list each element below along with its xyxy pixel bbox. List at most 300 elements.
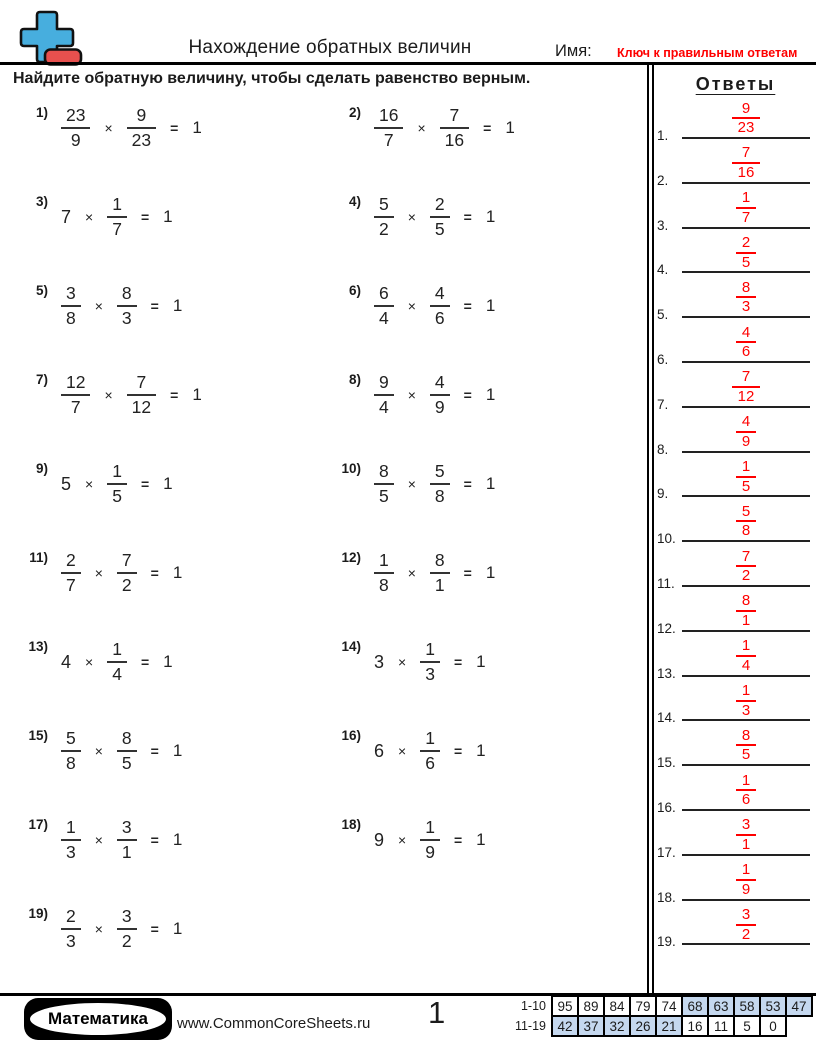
problem bbox=[315, 278, 495, 334]
answer-numerator: 1 bbox=[741, 189, 751, 207]
problem-number: 13) bbox=[28, 639, 48, 654]
problem bbox=[2, 723, 182, 779]
fraction-denominator: 5 bbox=[379, 486, 389, 506]
grading-range-label: 1-10 bbox=[520, 999, 546, 1013]
equation bbox=[374, 551, 495, 595]
answer-fraction bbox=[736, 638, 756, 674]
answer-blank-line bbox=[682, 137, 810, 139]
result-value: 1 bbox=[485, 563, 496, 582]
multiply-sign: × bbox=[94, 743, 103, 759]
equals-sign: = bbox=[150, 921, 159, 937]
fraction-numerator: 1 bbox=[425, 817, 435, 838]
whole-number: 3 bbox=[374, 651, 385, 672]
answer-row bbox=[650, 767, 816, 815]
answer-numerator: 9 bbox=[741, 99, 751, 117]
fraction-bar bbox=[420, 661, 440, 663]
answer-numerator: 7 bbox=[741, 547, 751, 565]
problem bbox=[2, 100, 202, 156]
score-cell: 84 bbox=[604, 996, 630, 1016]
result-value: 1 bbox=[485, 207, 496, 226]
result-value: 1 bbox=[163, 474, 173, 493]
answer-numerator: 4 bbox=[741, 413, 751, 431]
fraction bbox=[117, 551, 137, 595]
fraction-numerator: 1 bbox=[66, 817, 76, 838]
answer-value bbox=[682, 414, 810, 450]
problem bbox=[315, 189, 495, 245]
problem-number: 16) bbox=[341, 728, 361, 743]
fraction-bar bbox=[127, 394, 156, 396]
answer-numerator: 1 bbox=[741, 771, 751, 789]
instruction-text: Найдите обратную величину, чтобы сделать равенство верным. bbox=[13, 70, 531, 87]
fraction bbox=[374, 106, 403, 150]
fraction-numerator: 2 bbox=[434, 194, 445, 215]
result-value: 1 bbox=[172, 296, 183, 315]
equation bbox=[61, 373, 202, 417]
multiply-sign: × bbox=[407, 298, 416, 314]
fraction-bar bbox=[430, 305, 450, 307]
whole-number: 7 bbox=[61, 206, 72, 227]
fraction-numerator: 3 bbox=[121, 817, 132, 838]
equals-sign: = bbox=[150, 298, 159, 314]
answer-number: 3. bbox=[657, 217, 669, 233]
fraction-denominator: 4 bbox=[379, 397, 389, 417]
answer-number: 1. bbox=[657, 128, 669, 143]
answer-value bbox=[682, 817, 810, 853]
answer-numerator: 1 bbox=[741, 861, 751, 879]
answer-key-label: Ключ к правильным ответам bbox=[617, 46, 798, 60]
answer-blank-line bbox=[682, 854, 810, 856]
result-value: 1 bbox=[485, 385, 496, 404]
fraction bbox=[430, 195, 450, 239]
multiply-sign: × bbox=[398, 654, 407, 670]
fraction bbox=[107, 640, 127, 684]
fraction bbox=[430, 551, 450, 595]
equals-sign: = bbox=[140, 654, 150, 670]
answer-number: 7. bbox=[657, 396, 669, 412]
equals-sign: = bbox=[463, 298, 472, 314]
fraction bbox=[430, 373, 450, 417]
problem bbox=[315, 634, 486, 690]
answer-row bbox=[650, 319, 816, 367]
answer-numerator: 4 bbox=[741, 323, 751, 341]
fraction-denominator: 6 bbox=[425, 753, 435, 773]
fraction bbox=[420, 818, 440, 862]
answer-numerator: 3 bbox=[741, 816, 751, 834]
multiply-sign: × bbox=[94, 832, 103, 848]
answer-denominator: 12 bbox=[737, 388, 755, 406]
answer-fraction bbox=[736, 235, 756, 271]
answer-row bbox=[650, 140, 816, 188]
fraction-denominator: 1 bbox=[121, 842, 132, 862]
answer-blank-line bbox=[682, 451, 810, 453]
answer-denominator: 4 bbox=[741, 656, 751, 674]
fraction-bar bbox=[117, 928, 137, 930]
fraction bbox=[374, 284, 394, 328]
fraction-bar bbox=[374, 394, 394, 396]
result-value: 1 bbox=[172, 830, 183, 849]
answer-fraction bbox=[732, 145, 761, 181]
fraction-bar bbox=[374, 216, 394, 218]
fraction-numerator: 7 bbox=[136, 372, 147, 393]
answer-denominator: 6 bbox=[741, 791, 751, 809]
answer-denominator: 16 bbox=[737, 164, 755, 182]
fraction bbox=[61, 818, 81, 862]
fraction bbox=[420, 729, 440, 773]
score-cell: 95 bbox=[552, 996, 578, 1016]
answer-row bbox=[650, 901, 816, 950]
multiply-sign: × bbox=[398, 832, 407, 848]
subject-badge-label: Математика bbox=[29, 1002, 167, 1036]
answer-blank-line bbox=[682, 316, 810, 318]
problem-number: 4) bbox=[348, 194, 361, 209]
answer-row bbox=[650, 722, 816, 771]
fraction-bar bbox=[127, 127, 156, 129]
problem-number: 11) bbox=[29, 550, 48, 565]
fraction-bar bbox=[430, 572, 450, 574]
problem-number: 1) bbox=[35, 105, 48, 120]
fraction bbox=[374, 373, 394, 417]
fraction-denominator: 3 bbox=[425, 664, 435, 684]
fraction-numerator: 1 bbox=[112, 461, 122, 482]
answer-number: 19. bbox=[657, 934, 676, 950]
equation bbox=[374, 195, 495, 239]
score-cell: 26 bbox=[630, 1016, 656, 1036]
result-value: 1 bbox=[476, 652, 486, 671]
grading-table bbox=[515, 995, 813, 1037]
equation bbox=[61, 462, 173, 506]
answer-numerator: 2 bbox=[741, 233, 751, 251]
answer-fraction bbox=[736, 728, 756, 764]
score-cell: 89 bbox=[578, 996, 604, 1016]
equals-sign: = bbox=[150, 743, 159, 759]
equals-sign: = bbox=[453, 654, 463, 670]
answer-value bbox=[682, 549, 810, 585]
answer-fraction bbox=[736, 683, 756, 719]
answer-blank-line bbox=[682, 675, 810, 677]
answer-numerator: 8 bbox=[741, 592, 751, 610]
fraction-numerator: 3 bbox=[121, 906, 132, 927]
answer-row bbox=[650, 857, 816, 905]
answer-value bbox=[682, 235, 810, 271]
answer-fraction bbox=[736, 593, 756, 629]
score-cell: 11 bbox=[708, 1016, 734, 1036]
fraction-bar bbox=[430, 216, 450, 218]
fraction-bar bbox=[374, 572, 394, 574]
answer-row bbox=[650, 812, 816, 860]
fraction bbox=[374, 195, 394, 239]
multiply-sign: × bbox=[104, 120, 113, 136]
fraction-bar bbox=[61, 305, 81, 307]
score-cell: 37 bbox=[578, 1016, 604, 1036]
fraction-bar bbox=[61, 928, 81, 930]
problem bbox=[315, 723, 486, 779]
multiply-sign: × bbox=[407, 476, 416, 492]
fraction-numerator: 2 bbox=[66, 906, 76, 927]
header-divider bbox=[0, 62, 816, 65]
fraction-numerator: 7 bbox=[449, 105, 460, 126]
fraction-denominator: 4 bbox=[379, 308, 389, 328]
answer-numerator: 8 bbox=[741, 726, 751, 744]
answer-denominator: 5 bbox=[741, 746, 751, 764]
fraction-numerator: 23 bbox=[66, 105, 86, 126]
answer-number: 9. bbox=[657, 486, 669, 502]
problem bbox=[2, 901, 182, 957]
whole-number: 5 bbox=[61, 473, 72, 494]
score-cell: 68 bbox=[682, 996, 708, 1016]
fraction-bar bbox=[61, 839, 81, 841]
answer-fraction bbox=[736, 325, 756, 361]
fraction-denominator: 7 bbox=[66, 575, 76, 595]
fraction-denominator: 7 bbox=[70, 397, 81, 417]
answer-row bbox=[650, 588, 816, 636]
problem bbox=[2, 189, 173, 245]
equals-sign: = bbox=[453, 743, 463, 759]
fraction-bar bbox=[61, 572, 81, 574]
fraction-denominator: 3 bbox=[66, 842, 76, 862]
answer-row bbox=[650, 409, 816, 457]
fraction-numerator: 9 bbox=[379, 372, 389, 393]
answer-number: 6. bbox=[657, 352, 669, 367]
answer-fraction bbox=[736, 504, 756, 540]
fraction bbox=[430, 462, 450, 506]
answer-value bbox=[682, 325, 810, 361]
equals-sign: = bbox=[463, 209, 472, 225]
equals-sign: = bbox=[463, 387, 472, 403]
result-value: 1 bbox=[505, 118, 515, 137]
equals-sign: = bbox=[463, 476, 472, 492]
answer-blank-line bbox=[682, 361, 810, 363]
fraction bbox=[117, 729, 137, 773]
answer-fraction bbox=[732, 101, 761, 137]
score-cell: 21 bbox=[656, 1016, 682, 1036]
plus-minus-logo-icon bbox=[14, 10, 84, 66]
fraction-denominator: 8 bbox=[434, 486, 445, 506]
problem-number: 5) bbox=[35, 283, 48, 298]
score-cell: 0 bbox=[760, 1016, 786, 1036]
fraction-denominator: 2 bbox=[121, 575, 132, 595]
fraction-numerator: 2 bbox=[66, 550, 76, 571]
fraction bbox=[117, 284, 137, 328]
multiply-sign: × bbox=[94, 298, 103, 314]
equals-sign: = bbox=[453, 832, 463, 848]
problem-number: 18) bbox=[341, 817, 361, 832]
answer-row bbox=[650, 229, 816, 278]
answer-blank-line bbox=[682, 182, 810, 184]
equation bbox=[61, 551, 182, 595]
problem-number: 8) bbox=[348, 372, 361, 387]
answer-blank-line bbox=[682, 227, 810, 229]
answer-blank-line bbox=[682, 943, 810, 945]
answer-fraction bbox=[736, 862, 756, 898]
problem-number: 7) bbox=[35, 372, 48, 387]
problem bbox=[315, 456, 495, 512]
equation bbox=[374, 106, 515, 150]
answer-number: 17. bbox=[657, 844, 676, 860]
problem bbox=[315, 367, 495, 423]
fraction-numerator: 5 bbox=[434, 461, 445, 482]
answer-blank-line bbox=[682, 719, 810, 721]
result-value: 1 bbox=[476, 830, 486, 849]
fraction bbox=[107, 462, 127, 506]
problem bbox=[315, 812, 486, 868]
answer-denominator: 23 bbox=[737, 119, 755, 137]
answer-value bbox=[682, 190, 810, 226]
name-label: Имя: bbox=[555, 42, 592, 60]
problem-number: 15) bbox=[28, 728, 48, 743]
equals-sign: = bbox=[170, 387, 179, 403]
problem bbox=[2, 278, 182, 334]
fraction-bar bbox=[420, 839, 440, 841]
fraction-denominator: 9 bbox=[425, 842, 435, 862]
fraction-numerator: 5 bbox=[66, 728, 76, 749]
equation bbox=[61, 106, 202, 150]
answer-blank-line bbox=[682, 809, 810, 811]
fraction-numerator: 1 bbox=[112, 639, 122, 660]
result-value: 1 bbox=[163, 207, 173, 226]
equals-sign: = bbox=[150, 832, 159, 848]
fraction-numerator: 8 bbox=[121, 283, 132, 304]
multiply-sign: × bbox=[104, 387, 113, 403]
answer-value bbox=[682, 459, 810, 495]
answer-value bbox=[682, 683, 810, 719]
multiply-sign: × bbox=[398, 743, 407, 759]
fraction-numerator: 4 bbox=[434, 372, 445, 393]
answer-blank-line bbox=[682, 406, 810, 408]
answer-number: 14. bbox=[657, 710, 676, 726]
fraction-bar bbox=[374, 305, 394, 307]
fraction-bar bbox=[117, 572, 137, 574]
result-value: 1 bbox=[163, 652, 173, 671]
answer-value bbox=[682, 145, 810, 181]
result-value: 1 bbox=[172, 741, 183, 760]
equals-sign: = bbox=[140, 476, 150, 492]
answer-numerator: 7 bbox=[741, 144, 751, 162]
fraction-bar bbox=[107, 661, 127, 663]
answer-denominator: 8 bbox=[741, 522, 751, 540]
equation bbox=[374, 729, 486, 773]
problem-number: 2) bbox=[348, 105, 361, 120]
answer-denominator: 3 bbox=[741, 298, 751, 316]
answer-blank-line bbox=[682, 585, 810, 587]
fraction bbox=[374, 462, 394, 506]
fraction-numerator: 8 bbox=[434, 550, 445, 571]
answer-row bbox=[650, 453, 816, 502]
problem bbox=[2, 367, 202, 423]
answer-denominator: 5 bbox=[741, 253, 751, 271]
multiply-sign: × bbox=[417, 120, 426, 136]
multiply-sign: × bbox=[407, 209, 416, 225]
answer-row bbox=[650, 543, 816, 591]
fraction-denominator: 9 bbox=[70, 130, 81, 150]
score-cell: 47 bbox=[786, 996, 812, 1016]
answer-numerator: 5 bbox=[741, 502, 751, 520]
answer-fraction bbox=[736, 549, 756, 585]
answer-value bbox=[682, 728, 810, 764]
problem bbox=[315, 545, 495, 601]
answer-denominator: 3 bbox=[741, 701, 751, 719]
fraction-numerator: 1 bbox=[425, 728, 435, 749]
subject-badge bbox=[24, 998, 172, 1040]
website-url: www.CommonCoreSheets.ru bbox=[177, 1015, 371, 1032]
fraction-bar bbox=[374, 483, 394, 485]
answer-denominator: 6 bbox=[741, 343, 751, 361]
answers-title: Ответы bbox=[695, 74, 776, 94]
grading-table-row bbox=[515, 996, 812, 1016]
fraction-numerator: 1 bbox=[425, 639, 435, 660]
answer-value bbox=[682, 907, 810, 943]
fraction bbox=[440, 106, 469, 150]
multiply-sign: × bbox=[85, 209, 94, 225]
equation bbox=[374, 462, 495, 506]
problem-number: 19) bbox=[28, 906, 48, 921]
score-cell: 79 bbox=[630, 996, 656, 1016]
fraction bbox=[430, 284, 450, 328]
fraction-denominator: 4 bbox=[112, 664, 122, 684]
fraction bbox=[107, 195, 127, 239]
fraction-bar bbox=[430, 483, 450, 485]
fraction-numerator: 1 bbox=[379, 550, 389, 571]
score-cell: 5 bbox=[734, 1016, 760, 1036]
fraction-bar bbox=[61, 750, 81, 752]
answer-blank-line bbox=[682, 764, 810, 766]
answer-number: 18. bbox=[657, 889, 676, 905]
answer-blank-line bbox=[682, 630, 810, 632]
fraction-bar bbox=[430, 394, 450, 396]
answer-blank-line bbox=[682, 899, 810, 901]
result-value: 1 bbox=[172, 919, 183, 938]
answer-fraction bbox=[736, 190, 756, 226]
result-value: 1 bbox=[192, 385, 202, 404]
multiply-sign: × bbox=[94, 565, 103, 581]
equation bbox=[374, 284, 495, 328]
fraction bbox=[61, 106, 90, 150]
answer-numerator: 1 bbox=[741, 457, 751, 475]
grading-table-row bbox=[515, 1016, 812, 1036]
grading-range-label: 11-19 bbox=[514, 1019, 546, 1033]
fraction-denominator: 3 bbox=[121, 308, 132, 328]
fraction-numerator: 9 bbox=[136, 105, 147, 126]
answer-numerator: 1 bbox=[741, 637, 751, 655]
answer-row bbox=[650, 633, 816, 681]
fraction bbox=[117, 907, 137, 951]
problem-number: 6) bbox=[348, 283, 361, 298]
fraction-bar bbox=[440, 127, 469, 129]
fraction bbox=[61, 907, 81, 951]
page-title: Нахождение обратных величин bbox=[188, 37, 472, 58]
answer-row bbox=[650, 364, 816, 412]
equation bbox=[61, 284, 182, 328]
answer-number: 10. bbox=[657, 531, 676, 547]
whole-number: 6 bbox=[374, 740, 385, 761]
fraction-bar bbox=[374, 127, 403, 129]
answer-number: 2. bbox=[657, 172, 669, 188]
multiply-sign: × bbox=[407, 565, 416, 581]
equals-sign: = bbox=[170, 120, 179, 136]
fraction-denominator: 3 bbox=[66, 931, 76, 951]
answer-blank-line bbox=[682, 540, 810, 542]
problem-number: 3) bbox=[35, 194, 48, 209]
problem-number: 9) bbox=[35, 461, 48, 476]
whole-number: 9 bbox=[374, 829, 385, 850]
answer-fraction bbox=[732, 369, 761, 405]
fraction-bar bbox=[117, 839, 137, 841]
fraction-denominator: 5 bbox=[434, 219, 445, 239]
fraction-numerator: 7 bbox=[121, 550, 132, 571]
fraction-numerator: 5 bbox=[379, 194, 389, 215]
equals-sign: = bbox=[483, 120, 492, 136]
fraction bbox=[61, 729, 81, 773]
answer-row bbox=[650, 95, 816, 143]
